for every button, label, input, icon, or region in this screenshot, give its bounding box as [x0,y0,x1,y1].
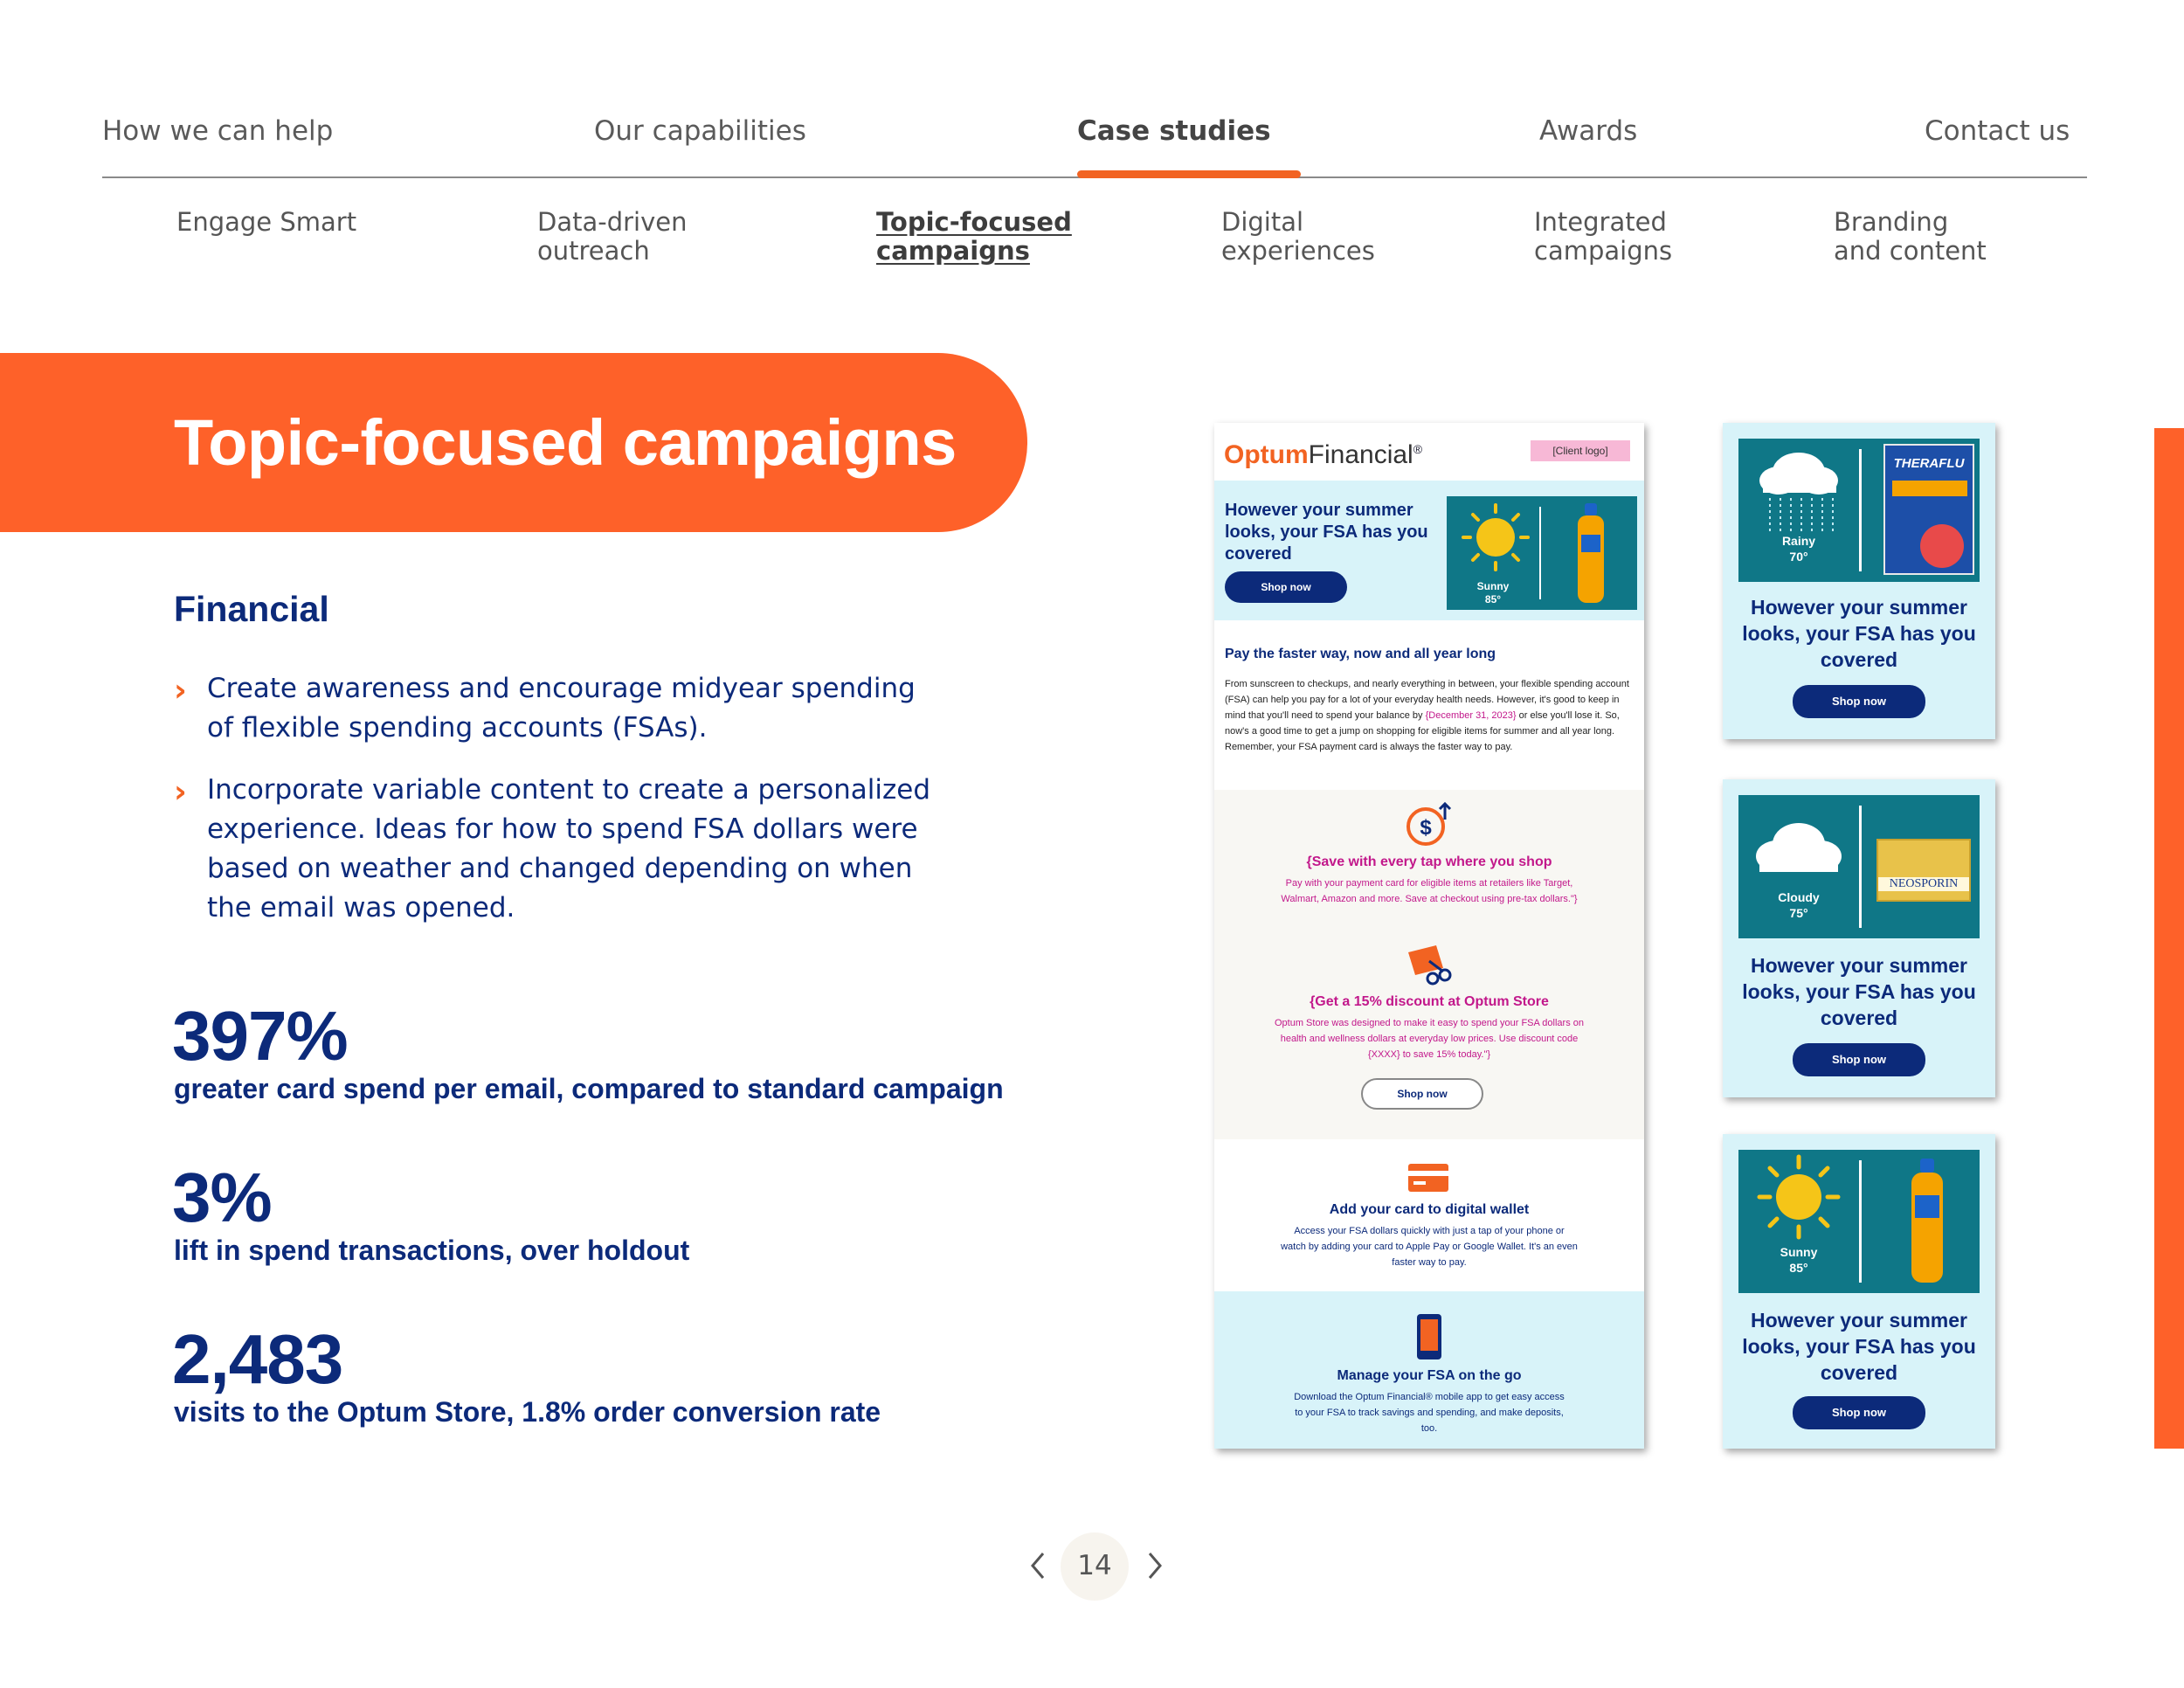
bullet-text: Create awareness and encourage midyear spending of flexible spending accounts (FSAs). [207,673,916,744]
ad-variant-rainy [1723,423,1995,739]
card-icon [1406,1160,1450,1195]
shop-now-button[interactable]: Shop now [1793,1396,1925,1429]
side-accent-bar [2154,428,2184,1449]
stat-label: lift in spend transactions, over holdout [174,1235,690,1266]
shop-now-button[interactable]: Shop now [1225,571,1347,603]
image-divider [1859,1160,1862,1283]
shop-now-button[interactable]: Shop now [1793,685,1925,718]
email-go-section [1214,1291,1644,1449]
subnav-label-line1: Integrated [1534,207,1667,237]
nav-our-capabilities[interactable]: Our capabilities [594,115,806,147]
weather-temp: 75° [1789,906,1808,920]
ad-image [1738,439,1980,582]
shop-now-button[interactable]: Shop now [1793,1043,1925,1076]
subnav-data-driven-outreach[interactable] [537,208,687,266]
bullet-item [174,669,943,748]
weather-label [1447,580,1539,606]
subnav-label-line1: Digital [1221,207,1304,237]
offer-body: Pay with your payment card for eligible items at retailers like Target, Walmart, Amazon and more. Save at checkout using pre-tax dollars."} [1281,878,1578,904]
stat-value: 2,483 [172,1320,343,1398]
ad-variant-cloudy [1723,779,1995,1097]
go-title: Manage your FSA on the go [1337,1368,1522,1383]
page-number: 14 [1077,1550,1112,1581]
phone-icon [1412,1312,1447,1361]
subnav-label-line1: Data-driven [537,207,688,237]
email-mockup [1214,423,1644,1449]
svg-text:$: $ [1420,816,1432,840]
title-banner [0,353,1027,532]
theraflu-box-icon [1883,444,1974,575]
ad-image [1738,795,1980,938]
chevron-right-icon: › [174,673,187,709]
ad-text: However your summer looks, your FSA has you covered [1742,954,1976,1029]
nav-contact-us[interactable]: Contact us [1925,115,2070,147]
nav-case-studies[interactable]: Case studies [1077,115,1271,147]
weather-product-image [1447,496,1637,610]
image-divider [1539,507,1541,599]
weather-temp: 70° [1789,550,1808,564]
subnav-label: Engage Smart [176,207,357,237]
subnav-engage-smart[interactable] [176,208,356,237]
email-pay-body [1225,676,1635,755]
sun-icon [1751,1153,1847,1241]
stat-label: visits to the Optum Store, 1.8% order conversion rate [174,1396,881,1428]
bullet-text: Incorporate variable content to create a personalized experience. Ideas for how to spend FSA dollars were based on weather and changed depending on when the email was opened. [207,774,931,924]
sunscreen-bottle-icon [1569,502,1613,606]
stat-label: greater card spend per email, compared to standard campaign [174,1073,1004,1104]
weather-temp: 85° [1789,1261,1808,1275]
weather-label [1738,1244,1859,1276]
product-name: THERAFLU [1893,456,1965,471]
weather-name: Rainy [1781,534,1816,548]
cloud-icon [1751,818,1847,888]
pay-body-part2: or else you'll lose it. So, now's a good time to get a jump on shopping for eligible items for summer and all year long. Remember, your FSA payment card is always the faster way to pay. [1225,710,1620,752]
ad-text: However your summer looks, your FSA has you covered [1742,596,1976,671]
logo-registered-mark: ® [1413,442,1423,456]
stat-value: 397% [172,997,348,1075]
rain-cloud-icon [1751,446,1847,533]
subnav-label-line2: outreach [537,236,650,266]
sun-icon [1452,500,1539,578]
offer-title: {Get a 15% discount at Optum Store [1310,994,1549,1009]
nav-awards[interactable]: Awards [1539,115,1638,147]
offer-body: Optum Store was designed to make it easy to spend your FSA dollars on health and wellness dollars at everyday low prices. Use discount code {XXXX} to save 15% today."} [1274,1018,1585,1060]
pay-body-part1: From sunscreen to checkups, and nearly everything in between, your flexible spending account (FSA) can help you pay for a lot of your everyday health needs. However, it's good to keep in mind that you'll need to spend your balance by [1225,679,1629,721]
subnav-label-line2: and content [1834,236,1987,266]
ad-image [1738,1150,1980,1293]
dollar-tap-icon [1403,800,1455,849]
sunscreen-bottle-icon [1901,1157,1953,1288]
subnav-label-line1: Topic-focused [876,207,1072,237]
offer-title: {Save with every tap where you shop [1306,854,1552,869]
subnav-label-line2: campaigns [876,236,1030,266]
ad-variant-sunny [1723,1134,1995,1449]
subnav-label-line2: experiences [1221,236,1375,266]
chevron-right-icon: › [174,774,187,810]
chevron-right-icon[interactable] [1141,1548,1167,1583]
bullet-item [174,771,943,928]
client-logo-placeholder: [Client logo] [1531,440,1630,461]
image-divider [1859,806,1862,928]
pay-body-date: {December 31, 2023} [1425,710,1517,721]
subnav-label-line1: Branding [1834,207,1949,237]
weather-name: Cloudy [1778,890,1820,904]
subnav-integrated-campaigns[interactable] [1534,208,1672,266]
shop-now-outline-button[interactable]: Shop now [1361,1078,1483,1110]
subnav-branding-and-content[interactable] [1834,208,1987,266]
nav-how-we-can-help[interactable]: How we can help [102,115,334,147]
ad-text: However your summer looks, your FSA has you covered [1742,1309,1976,1384]
top-nav [102,112,2087,178]
subnav-digital-experiences[interactable] [1221,208,1375,266]
logo-financial-text: Financial [1308,440,1413,469]
optum-financial-logo [1224,440,1422,470]
page-title: Topic-focused campaigns [174,406,957,479]
go-body: Download the Optum Financial® mobile app to get easy access to your FSA to track savings and spending, and make deposits, too. [1294,1392,1565,1434]
weather-name: Sunny [1780,1245,1818,1259]
wallet-body: Access your FSA dollars quickly with just a tap of your phone or watch by adding your card to Apple Pay or Google Wallet. It's an even faster way to pay. [1281,1226,1578,1268]
weather-label [1738,889,1859,921]
neosporin-box-icon [1876,839,1971,902]
chevron-left-icon[interactable] [1026,1548,1052,1583]
email-hero-text: However your summer looks, your FSA has you covered [1225,501,1428,564]
email-pay-title: Pay the faster way, now and all year long [1225,647,1496,661]
image-divider [1859,449,1862,571]
section-heading: Financial [174,589,329,629]
wallet-title: Add your card to digital wallet [1329,1202,1530,1217]
logo-optum-text: Optum [1224,440,1309,469]
weather-name: Sunny [1476,580,1510,592]
subnav-label-line2: campaigns [1534,236,1673,266]
email-hero [1214,481,1644,620]
stat-value: 3% [172,1159,272,1236]
weather-label [1738,533,1859,564]
subnav-topic-focused-campaigns[interactable] [876,208,1072,266]
weather-temp: 85° [1484,593,1502,605]
product-name: NEOSPORIN [1878,877,1969,891]
active-tab-indicator [1077,170,1301,178]
discount-tag-icon [1403,942,1455,991]
